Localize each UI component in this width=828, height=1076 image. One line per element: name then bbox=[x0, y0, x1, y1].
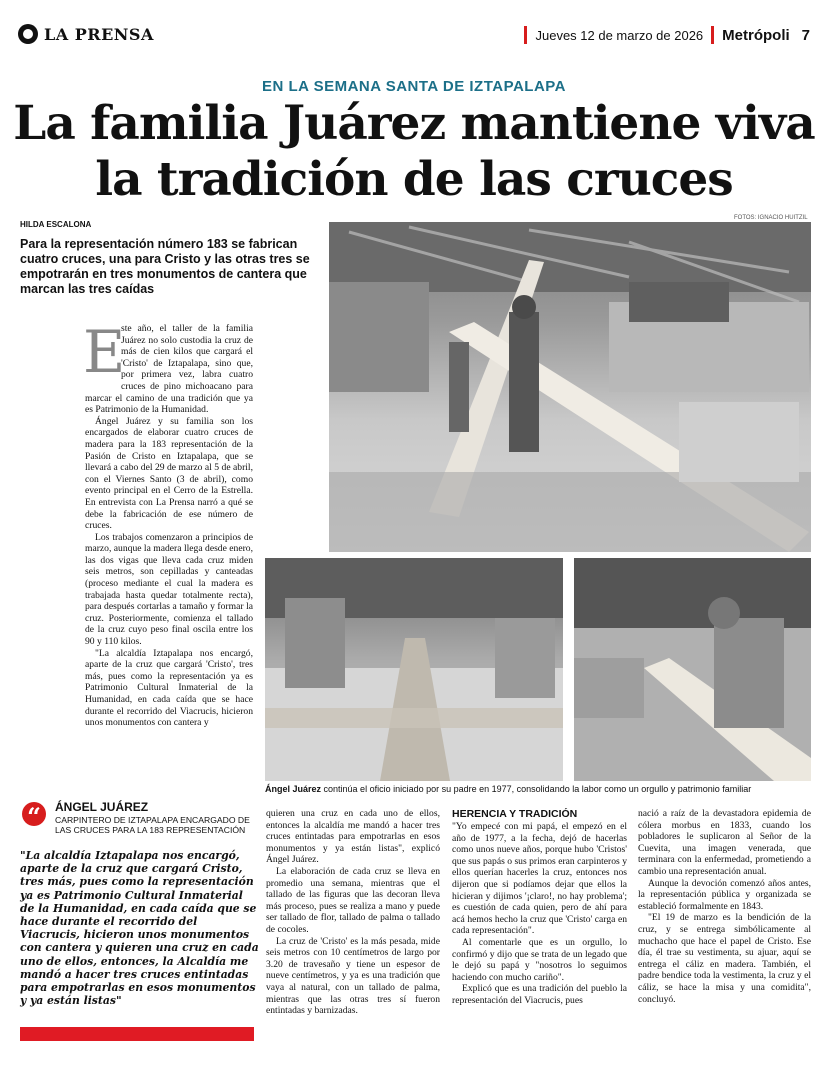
photo-credit: FOTOS: IGNACIO HUITZIL bbox=[734, 215, 808, 221]
paragraph: Explicó que es una tradición del pueblo la representación del Viacrucis, pues bbox=[452, 983, 627, 1006]
issue-date: Jueves 12 de marzo de 2026 bbox=[535, 27, 704, 43]
paragraph: "La alcaldía Iztapalapa nos encargó, aparte de la cruz que cargará 'Cristo', tres más, pues como la representación ya es Patrimonio Cultural Inmaterial de la Humanidad, en cada caída que se hace durante el recorrido del Viacrucis, hicieron unos monumentos con cantera y bbox=[85, 647, 253, 729]
logo-text: LA PRENSA bbox=[44, 24, 154, 44]
header-info bbox=[524, 26, 810, 44]
paragraph: Al comentarle que es un orgullo, lo confirmó y dijo que se trata de un legado que le dejó su papá y "nosotros lo seguimos haciendo con mucho cariño". bbox=[452, 936, 627, 983]
paragraph: La cruz de 'Cristo' es la más pesada, mide seis metros con 10 centímetros de largo por 3.20 de travesaño y tiene un espesor de nueve centímetros, y ya es una tradición que vaya al natural, con un tallado de palma, mientras que las otras tres sí fueron entintadas y barnizadas. bbox=[266, 935, 440, 1017]
quote-accent-bar bbox=[20, 1027, 254, 1041]
paragraph: ste año, el taller de la familia Juárez no solo custodia la cruz de más de cien kilos que cargará el 'Cristo' de Iztapalapa, sino que, por primera vez, labra cuatro cruces de pino michoacano para marcar el camino de una tradición que ya es Patrimonio de la Humanidad. bbox=[85, 323, 253, 416]
paragraph: La elaboración de cada cruz se lleva en promedio una semana, mientras que el tallado de las figuras que las decoran lleva más proceso, pues se realiza a mano y puede ser tallado de flor, tallado de palma o tallado de cocoles. bbox=[266, 865, 440, 935]
body-column-3 bbox=[452, 808, 627, 1048]
body-column-1 bbox=[83, 318, 253, 767]
workshop-photo-left bbox=[265, 558, 563, 781]
photo-caption bbox=[265, 784, 815, 795]
quote-name: ÁNGEL JUÁREZ bbox=[55, 800, 149, 814]
page-number: 7 bbox=[801, 26, 810, 44]
pull-quote: "La alcaldía Iztapalapa nos encargó, aparte de la cruz que cargará Cristo, tres más, pues como la representación ya es Patrimonio Cultural Inmaterial de la Humanidad, en cada caída que se hace durante el recorrido del Viacrucis, hicieron unos monumentos con cantera y quieren una cruz en cada uno de ellos, entonces, la Alcaldía me mandó a hacer tres cruces entintadas para empotrarlas en esos monumentos y ya están listas" bbox=[20, 849, 259, 1008]
paragraph: quieren una cruz en cada uno de ellos, entonces la alcaldía me mandó a hacer tres cruces entintadas para empotrarlas en esos monumentos y ya están listas", explicó Ángel Juárez. bbox=[266, 808, 440, 866]
subheading: HERENCIA Y TRADICIÓN bbox=[452, 808, 578, 820]
cross-photo-illustration bbox=[265, 558, 563, 781]
paragraph: "El 19 de marzo es la bendición de la cruz, y se entrega simbólicamente al muchacho que hace el papel de Cristo. Ese día, él trae su vestimenta, su ajuar, aquí se entrega el cáliz en madera. También, el padre bendice toda la vestimenta, la cruz y el cáliz, se hace la misa y una comidita", concluyó. bbox=[638, 912, 811, 1005]
headline: La familia Juárez mantiene viva la tradición de las cruces bbox=[13, 96, 815, 207]
main-photo bbox=[329, 222, 811, 552]
paragraph: nació a raíz de la devastadora epidemia de cólera morbus en 1833, cuando los pobladores le suplicaron al Señor de la Cuevita, una imagen venerada, que terminara con la enfermedad, prometiendo a cambio una representación anual. bbox=[638, 808, 811, 877]
workshop-photo-illustration bbox=[329, 222, 811, 552]
paragraph: Ángel Juárez y su familia son los encargados de elaborar cuatro cruces de madera para la 183 representación de la Pasión de Cristo en Iztapalapa, que se llevará a cabo del 29 de marzo al 5 de abril, con el Viernes Santo (3 de abril), como evento principal en el Cerro de la Estrella. En entrevista con La Prensa narró a qué se debe la fabricación de ese número de cruces. bbox=[85, 415, 253, 532]
workshop-photo-right bbox=[574, 558, 811, 781]
quote-icon: “ bbox=[22, 802, 46, 826]
caption-name: Ángel Juárez bbox=[265, 784, 322, 794]
deck: Para la representación número 183 se fabrican cuatro cruces, una para Cristo y las otras tres se empotrarán en tres monumentos de cantera que marcan las tres caídas bbox=[20, 237, 310, 296]
quote-role: CARPINTERO DE IZTAPALAPA ENCARGADO DE LAS CRUCES PARA LA 183 REPRESENTACIÓN bbox=[55, 815, 250, 835]
paragraph: "Yo empecé con mi papá, el empezó en el año de 1977, a la fecha, dejó de hacerlas como unos nueve años, porque hubo 'Cristos' que sus papás o sus primos eran carpinteros y ellos querían hacerles la cruz, entonces nos dijeron que si podíamos dejar que ellos la hicieran y dijimos '¡claro!, no hay problema'; es cuestión de cada quien, pero de ahí para acá hemos hecho la cruz que 'Cristo' carga en cada representación". bbox=[452, 821, 627, 937]
paragraph: Aunque la devoción comenzó años antes, la representación pública y organizada se estableció formalmente en 1843. bbox=[638, 877, 811, 912]
divider-bar bbox=[711, 26, 714, 44]
section-name: Metrópoli bbox=[722, 26, 790, 44]
carpenter-photo-illustration bbox=[574, 558, 811, 781]
divider-bar bbox=[524, 26, 527, 44]
body-column-4 bbox=[638, 808, 811, 1048]
seal-icon bbox=[18, 24, 38, 44]
byline: HILDA ESCALONA bbox=[20, 220, 92, 229]
newspaper-logo bbox=[18, 24, 154, 44]
drop-cap: E bbox=[83, 318, 126, 386]
kicker: EN LA SEMANA SANTA DE IZTAPALAPA bbox=[261, 78, 567, 95]
body-column-2 bbox=[266, 808, 440, 1048]
paragraph: Los trabajos comenzaron a principios de marzo, aunque la madera llega desde enero, las dos vigas que lleva cada cruz miden seis metros, son cepilladas y canteadas (proceso mediante el cual la madera es trabajada hasta quedar totalmente recta), para después cortarlas a tamaño y formar la cruz. Posteriormente, comienza el tallado de la cruz cuyo peso final oscila entre los 90 y 110 kilos. bbox=[85, 531, 253, 648]
masthead bbox=[18, 24, 810, 52]
caption-text: continúa el oficio iniciado por su padre en 1977, consolidando la labor como un orgullo y patrimonio familiar bbox=[321, 784, 752, 794]
